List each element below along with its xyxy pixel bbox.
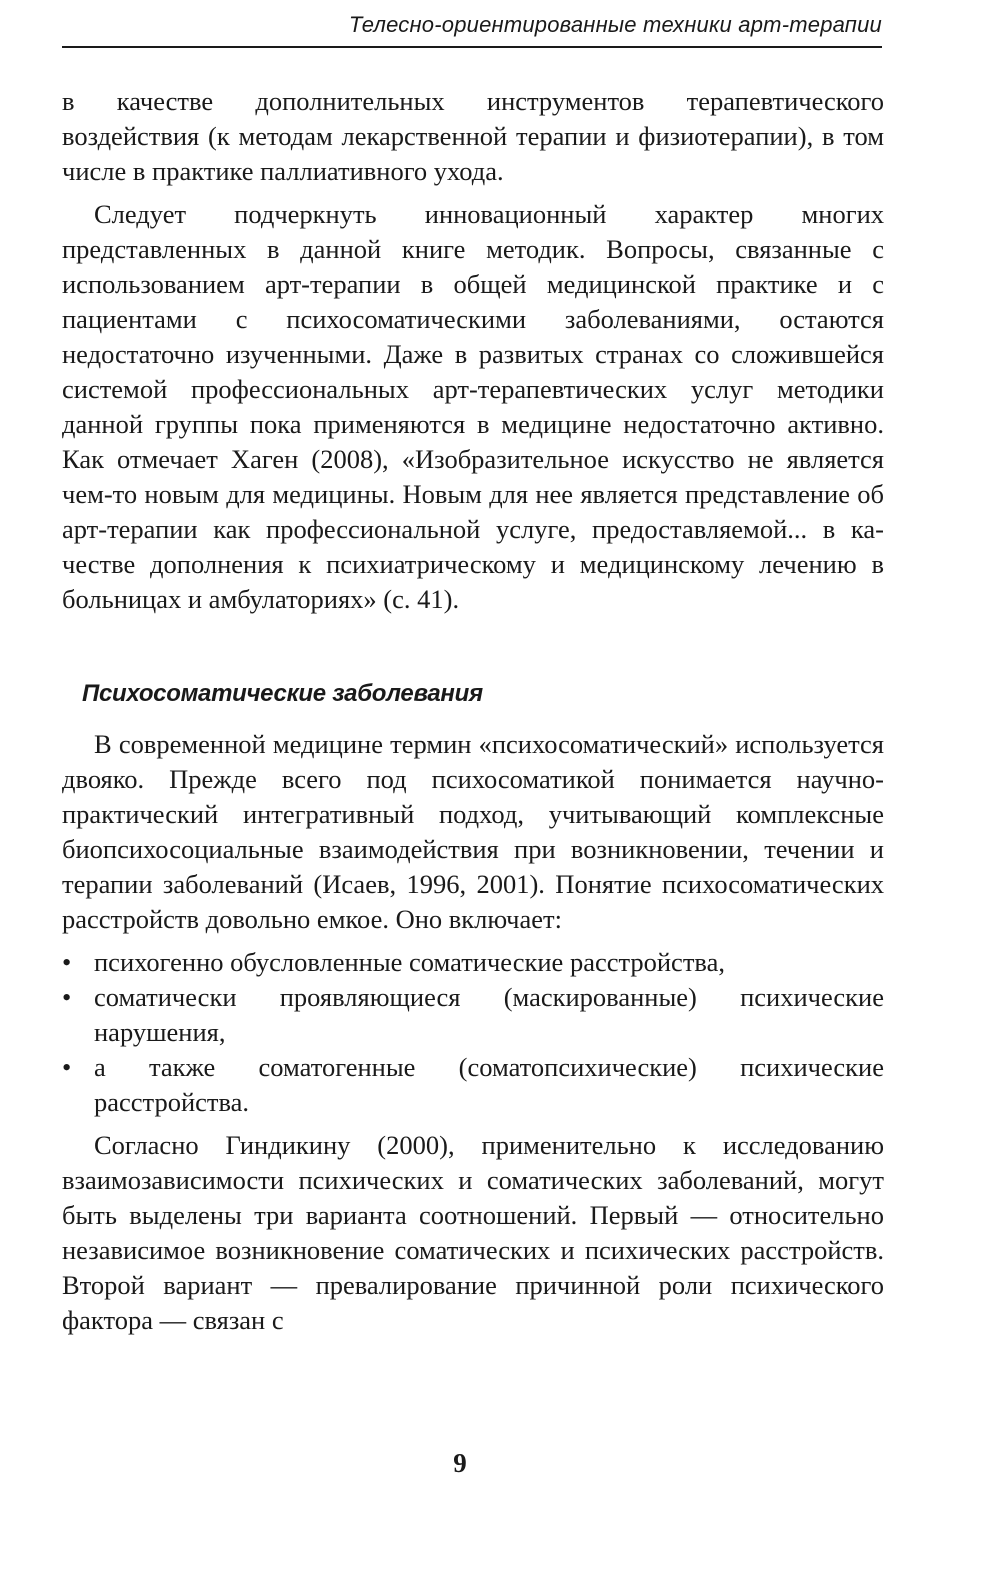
list-item-text: соматически проявляющиеся (маскированные) психические нарушения,: [94, 982, 884, 1047]
bullet-icon: •: [62, 947, 72, 977]
list-item: [62, 945, 884, 980]
bullet-list: [62, 945, 884, 1120]
paragraph-innovation: Следует подчеркнуть инновационный характер многих представленных в данной книге методик. Вопросы, связанные с использованием арт-терапии в общей медицинской практике и с пациентами с психосоматическими заболеваниями, остаются недостаточно изученными. Даже в развитых странах со сложившейся системой профессиональных арт-терапевтических услуг методики данной группы пока применяются в медицине недостаточно активно. Как отмечает Хаген (2008), «Изобразительное искусство не является чем-то новым для медицины. Новым для нее является представление об арт-терапии как профессиональной услуге, предоставляемой... в качестве дополнения к психиатрическому и медицинскому лечению в больницах и амбулаториях» (с. 41).: [62, 199, 884, 614]
running-header: Телесно-ориентированные техники арт-терапии: [348, 12, 882, 37]
list-item: [62, 980, 884, 1050]
paragraph-gindikin: Согласно Гиндикину (2000), применительно к исследованию взаимозависимости психических и соматических заболеваний, могут быть выделены три варианта соотношений. Первый — относительно независимое возникновение соматических и психических расстройств. Второй вариант — превалирование причинной роли психического фактора — связан с: [62, 1130, 884, 1335]
header-rule: [62, 46, 882, 48]
paragraph-terms: В современной медицине термин «психосоматический» используется двояко. Прежде всего под психосоматикой понимается научно-практический интегративный подход, учитывающий комплексные биопсихосоциальные взаимодействия при возникновении, течении и терапии заболеваний (Исаев, 1996, 2001). Понятие психосоматических расстройств довольно емкое. Оно включает:: [62, 729, 884, 934]
list-item-text: психогенно обусловленные соматические расстройства,: [94, 947, 725, 977]
list-item: [62, 1050, 884, 1120]
page-number: 9: [453, 1448, 467, 1478]
paragraph-continued: в качестве дополнительных инструментов терапевтического воздействия (к методам лекарственной терапии и физиотерапии), в том числе в практике паллиативного ухода.: [62, 86, 884, 186]
bullet-icon: •: [62, 982, 72, 1012]
section-heading: Психосоматические заболевания: [82, 680, 483, 707]
body-text: [62, 84, 884, 1338]
bullet-icon: •: [62, 1052, 72, 1082]
list-item-text: а также соматогенные (соматопсихические) психические расстройства.: [94, 1052, 884, 1117]
